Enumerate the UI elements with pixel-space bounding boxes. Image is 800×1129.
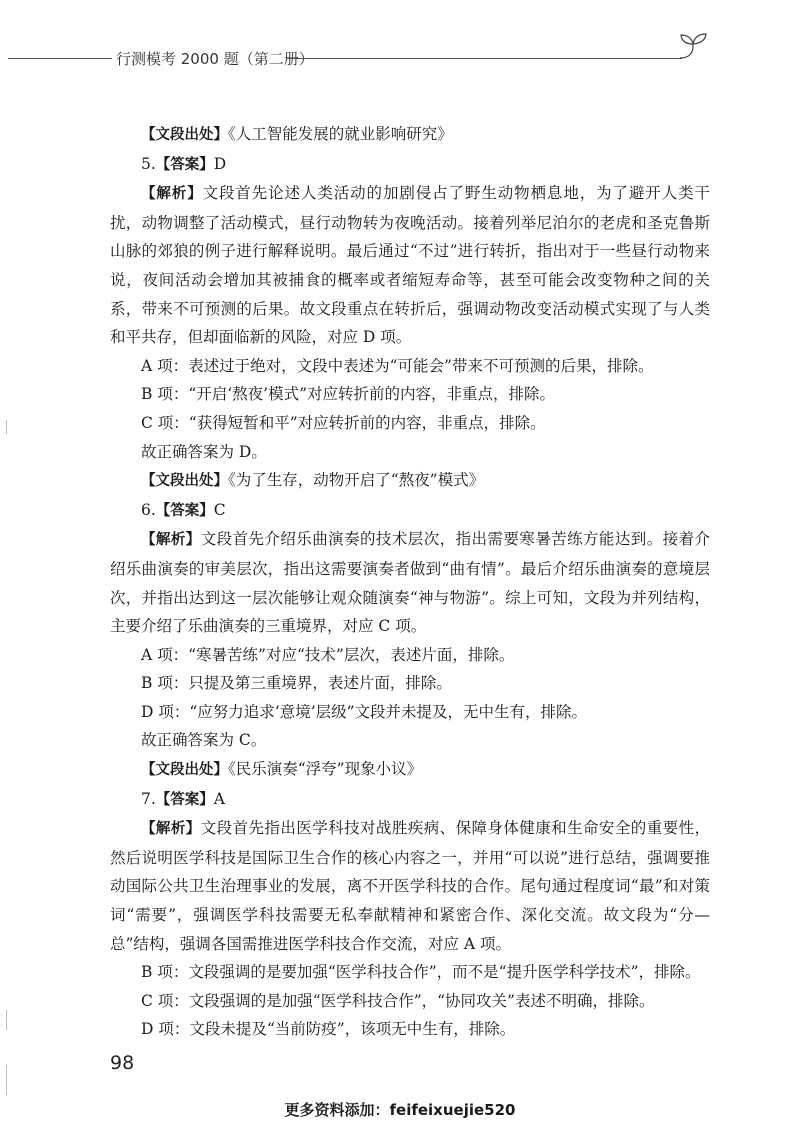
running-header xyxy=(0,28,800,78)
page-number: 98 xyxy=(110,1052,135,1074)
option-text: A 项：“寒暑苦练”对应“技术”层次，表述片面，排除。 xyxy=(141,645,515,664)
source-tag: 【文段出处】 xyxy=(141,127,228,143)
option-text: D 项：文段未提及“当前防疫”，该项无中生有，排除。 xyxy=(141,1020,516,1039)
source-paragraph xyxy=(110,466,710,496)
option-paragraph xyxy=(110,352,710,381)
option-paragraph xyxy=(110,380,710,409)
source-tag: 【文段出处】 xyxy=(141,762,228,779)
scan-margin-mark xyxy=(6,1010,7,1030)
answer-text: D xyxy=(213,154,227,173)
source-text: 《为了生存，动物开启了“熬夜”模式》 xyxy=(228,471,485,490)
analysis-tag: 【解析】 xyxy=(141,821,201,838)
option-text: 故正确答案为 D。 xyxy=(141,442,267,461)
option-paragraph xyxy=(110,726,710,755)
answer-paragraph xyxy=(110,785,710,815)
source-paragraph xyxy=(110,755,710,785)
option-paragraph xyxy=(110,987,710,1016)
scan-margin-mark xyxy=(6,1065,7,1095)
answer-tag: 【答案】 xyxy=(155,791,214,808)
option-paragraph xyxy=(110,958,710,987)
option-paragraph xyxy=(110,1015,710,1044)
analysis-paragraph xyxy=(110,814,710,958)
option-text: A 项：表述过于绝对，文段中表述为“可能会”带来不可预测的后果，排除。 xyxy=(141,356,654,375)
answer-explanations xyxy=(110,120,710,1044)
answer-text: A xyxy=(213,789,225,808)
question-number: 7. xyxy=(141,789,156,808)
header-rule-left xyxy=(8,58,112,59)
source-tag: 【文段出处】 xyxy=(141,473,228,490)
option-text: D 项：“应努力追求‘意境’层级”文段并未提及，无中生有，排除。 xyxy=(141,702,588,721)
analysis-tag: 【解析】 xyxy=(141,532,201,549)
analysis-tag: 【解析】 xyxy=(141,186,203,203)
option-paragraph xyxy=(110,409,710,438)
answer-paragraph xyxy=(110,496,710,526)
question-number: 6. xyxy=(141,500,156,519)
answer-tag: 【答案】 xyxy=(155,502,214,519)
analysis-text: 文段首先论述人类活动的加剧侵占了野生动物栖息地，为了避开人类干扰，动物调整了活动模式，昼行动物转为夜晚活动。接着列举尼泊尔的老虎和圣克鲁斯山脉的郊狼的例子进行解释说明。最后通过“不过”进行转折，指出对于一些昼行动物来说，夜间活动会增加其被捕食的概率或者缩短寿命等，甚至可能会改变物种之间的关系，带来不可预测的后果。故文段重点在转折后，强调动物改变活动模式实现了与人类和平共存，但却面临新的风险，对应 D 项。 xyxy=(110,184,710,347)
option-text: B 项：只提及第三重境界，表述片面，排除。 xyxy=(141,674,452,693)
analysis-text: 文段首先介绍乐曲演奏的技术层次，指出需要寒暑苦练方能达到。接着介绍乐曲演奏的审美层次，指出这需要演奏者做到“曲有情”。最后介绍乐曲演奏的意境层次，并指出达到这一层次能够让观众随演奏“神与物游”。综上可知，文段为并列结构，主要介绍了乐曲演奏的三重境界，对应 C 项。 xyxy=(110,530,710,636)
option-paragraph xyxy=(110,641,710,670)
question-number: 5. xyxy=(141,154,156,173)
answer-paragraph xyxy=(110,150,710,180)
source-text: 《人工智能发展的就业影响研究》 xyxy=(228,125,453,143)
sprout-icon xyxy=(676,32,710,60)
scan-margin-mark xyxy=(6,420,7,434)
footer-contact-note: 更多资料添加：feifeixuejie520 xyxy=(284,1101,516,1119)
analysis-paragraph xyxy=(110,179,710,352)
analysis-paragraph xyxy=(110,525,710,640)
option-paragraph xyxy=(110,698,710,727)
option-paragraph xyxy=(110,669,710,698)
option-text: C 项：“获得短暂和平”对应转折前的内容，非重点，排除。 xyxy=(141,413,546,432)
source-paragraph xyxy=(110,120,710,150)
source-text: 《民乐演奏“浮夸”现象小议》 xyxy=(228,760,423,779)
answer-tag: 【答案】 xyxy=(155,156,214,173)
option-text: B 项：文段强调的是要加强“医学科技合作”，而不是“提升医学科学技术”，排除。 xyxy=(141,963,701,982)
option-text: C 项：文段强调的是加强“医学科技合作”，“协同攻关”表述不明确，排除。 xyxy=(141,991,655,1010)
header-title: 行测模考 2000 题（第二册） xyxy=(116,50,314,68)
option-paragraph xyxy=(110,438,710,467)
option-text: B 项：“开启‘熬夜’模式”对应转折前的内容，非重点，排除。 xyxy=(141,385,556,404)
header-rule-right xyxy=(286,58,682,59)
answer-text: C xyxy=(213,500,226,519)
analysis-text: 文段首先指出医学科技对战胜疾病、保障身体健康和生命安全的重要性，然后说明医学科技是国际卫生合作的核心内容之一，并用“可以说”进行总结，强调要推动国际公共卫生治理事业的发展，离不开医学科技的合作。尾句通过程度词“最”和对策词“需要”，强调医学科技需要无私奉献精神和紧密合作、深化交流。故文段为“分—总”结构，强调各国需推进医学科技合作交流，对应 A 项。 xyxy=(110,819,710,953)
option-text: 故正确答案为 C。 xyxy=(141,731,267,750)
